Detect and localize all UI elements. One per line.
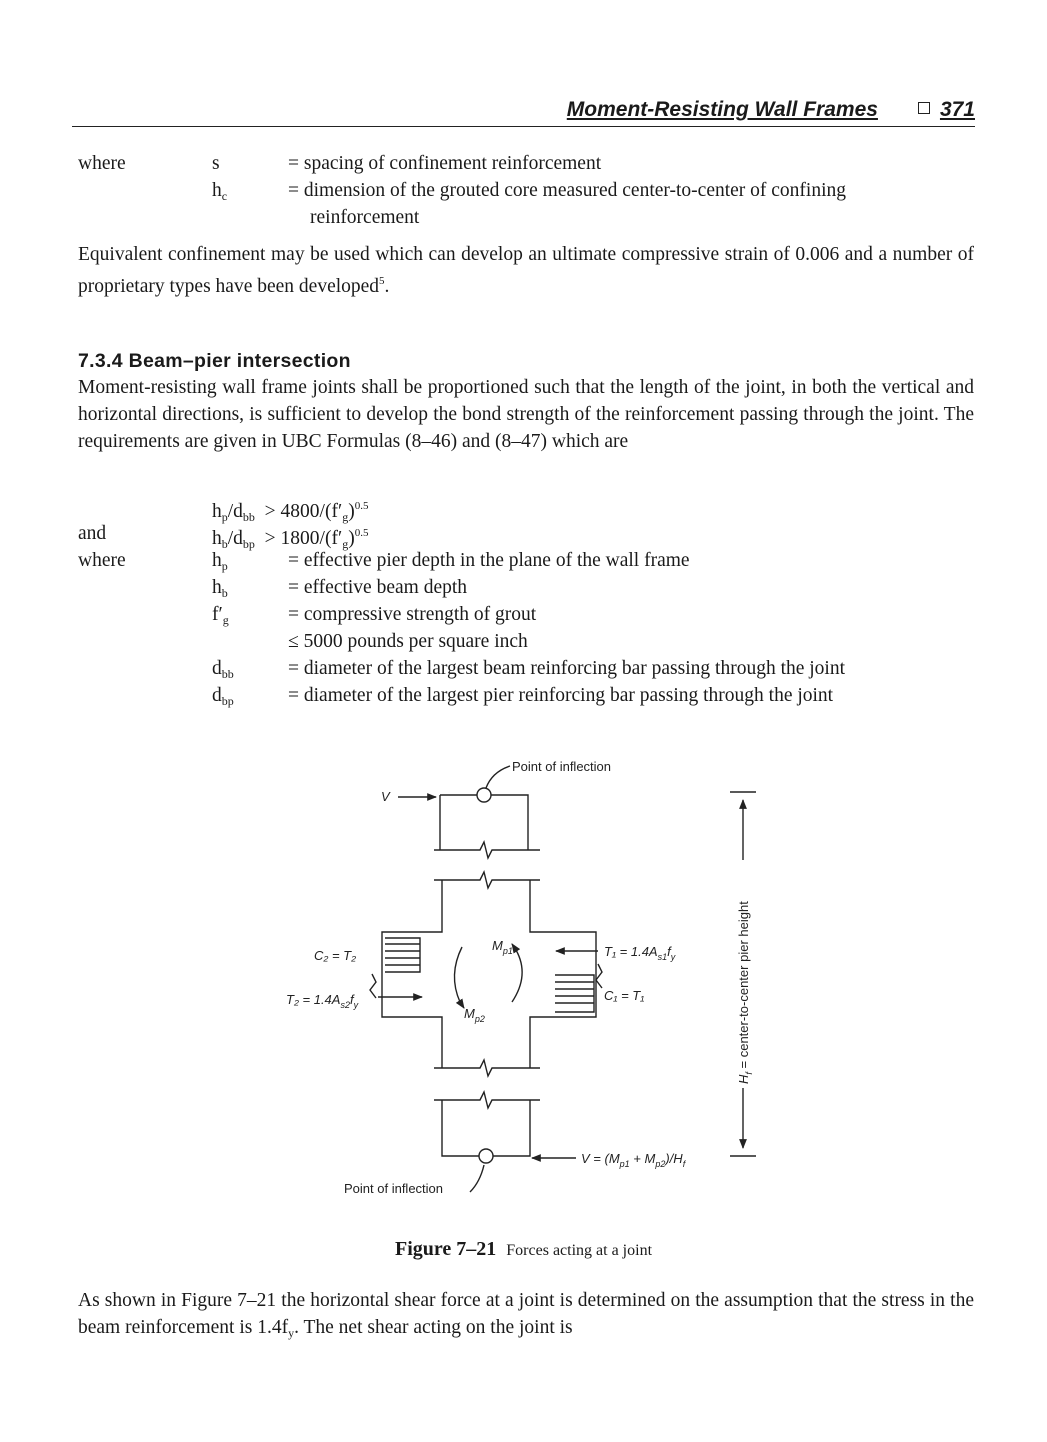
paragraph-confinement: Equivalent confinement may be used which can develop an ultimate compressive strain of 0.006 and a number of proprietary types have been developed$^5$. (78, 244, 974, 297)
label-v-equation: $V = (M_{p1} + M_{p2})/H_f$ (581, 1151, 686, 1169)
poi-top-leader (486, 766, 510, 788)
page-number: 371 (939, 98, 975, 121)
caption-text: Forces acting at a joint (506, 1242, 653, 1259)
bottom-hinge-icon (479, 1149, 493, 1163)
and-label: and (78, 523, 107, 544)
symbol-dbb: $d_{bb}$ (212, 658, 234, 681)
label-c2: C₂ = T₂ (314, 948, 357, 963)
header-title: Moment-Resisting Wall Frames (566, 98, 878, 121)
figure-caption (0, 1238, 1047, 1261)
label-c1: C₁ = T₁ (604, 988, 645, 1003)
right-stress-block (555, 964, 602, 1012)
label-mp2: $M_{p2}$ (464, 1006, 485, 1024)
def-hc-cont: reinforcement (310, 207, 420, 228)
moment-arc-left (454, 947, 464, 1008)
section-heading: 7.3.4 Beam–pier intersection (78, 350, 351, 372)
caption-number: Figure 7–21 (394, 1238, 497, 1260)
paragraph-shear: As shown in Figure 7–21 the horizontal shear force at a joint is determined on the assumption that the stress in the beam reinforcement is $1.4f_y$. The net shear acting on the joint is (78, 1290, 974, 1340)
symbol-hp: $h_p$ (212, 550, 228, 573)
top-pier-segment (434, 788, 540, 858)
symbol-dbp: $d_{bp}$ (212, 685, 234, 708)
formula-1: $h_p/d_{bb} > 4800/(f'_g)^{0.5}$ (212, 500, 369, 524)
moment-arc-right (512, 944, 522, 1002)
def-fg: = compressive strength of grout (288, 604, 537, 625)
def-hp: = effective pier depth in the plane of the wall frame (288, 550, 690, 571)
label-pier-height: $H_f$ = center-to-center pier height (736, 901, 754, 1084)
paragraph-joint-requirements: Moment-resisting wall frame joints shall be proportioned such that the length of the joint, in both the vertical and horizontal directions, is sufficient to develop the bond strength of the reinforcement passing through the joint. The requirements are given in UBC Formulas (8–46) and (8–47) which are (78, 377, 974, 452)
symbol-hb: $h_b$ (212, 577, 228, 600)
poi-bottom-leader (470, 1165, 484, 1192)
label-t2: $T_2 = 1.4A_{s2}f_y$ (286, 992, 359, 1010)
def-hc: = dimension of the grouted core measured center-to-center of confining (288, 180, 847, 201)
left-stress-block (370, 938, 420, 998)
bottom-pier-segment (434, 1092, 540, 1163)
def-fg-limit: ≤ 5000 pounds per square inch (288, 631, 528, 652)
symbol-s: s (212, 153, 220, 174)
def-dbb: = diameter of the largest beam reinforcing bar passing through the joint (288, 658, 846, 679)
label-poi-bottom: Point of inflection (344, 1181, 444, 1196)
symbol-hc: $h_c$ (212, 180, 228, 203)
formula-2: $h_b/d_{bp} > 1800/(f'_g)^{0.5}$ (212, 527, 369, 551)
def-hb: = effective beam depth (288, 577, 468, 598)
def-s: = spacing of confinement reinforcement (288, 153, 602, 174)
label-mp1: $M_{p1}$ (492, 938, 513, 956)
def-dbp: = diameter of the largest pier reinforcing bar passing through the joint (288, 685, 834, 706)
symbol-fg: $f'_g$ (212, 604, 229, 627)
joint-cross (382, 872, 596, 1076)
label-t1: $T_1 = 1.4A_{s1}f_y$ (604, 944, 676, 962)
label-poi-top: Point of inflection (512, 759, 612, 774)
top-hinge-icon (477, 788, 491, 802)
where-label-2: where (78, 550, 126, 571)
where-label-1: where (78, 153, 126, 174)
label-v-top: V (381, 789, 390, 804)
